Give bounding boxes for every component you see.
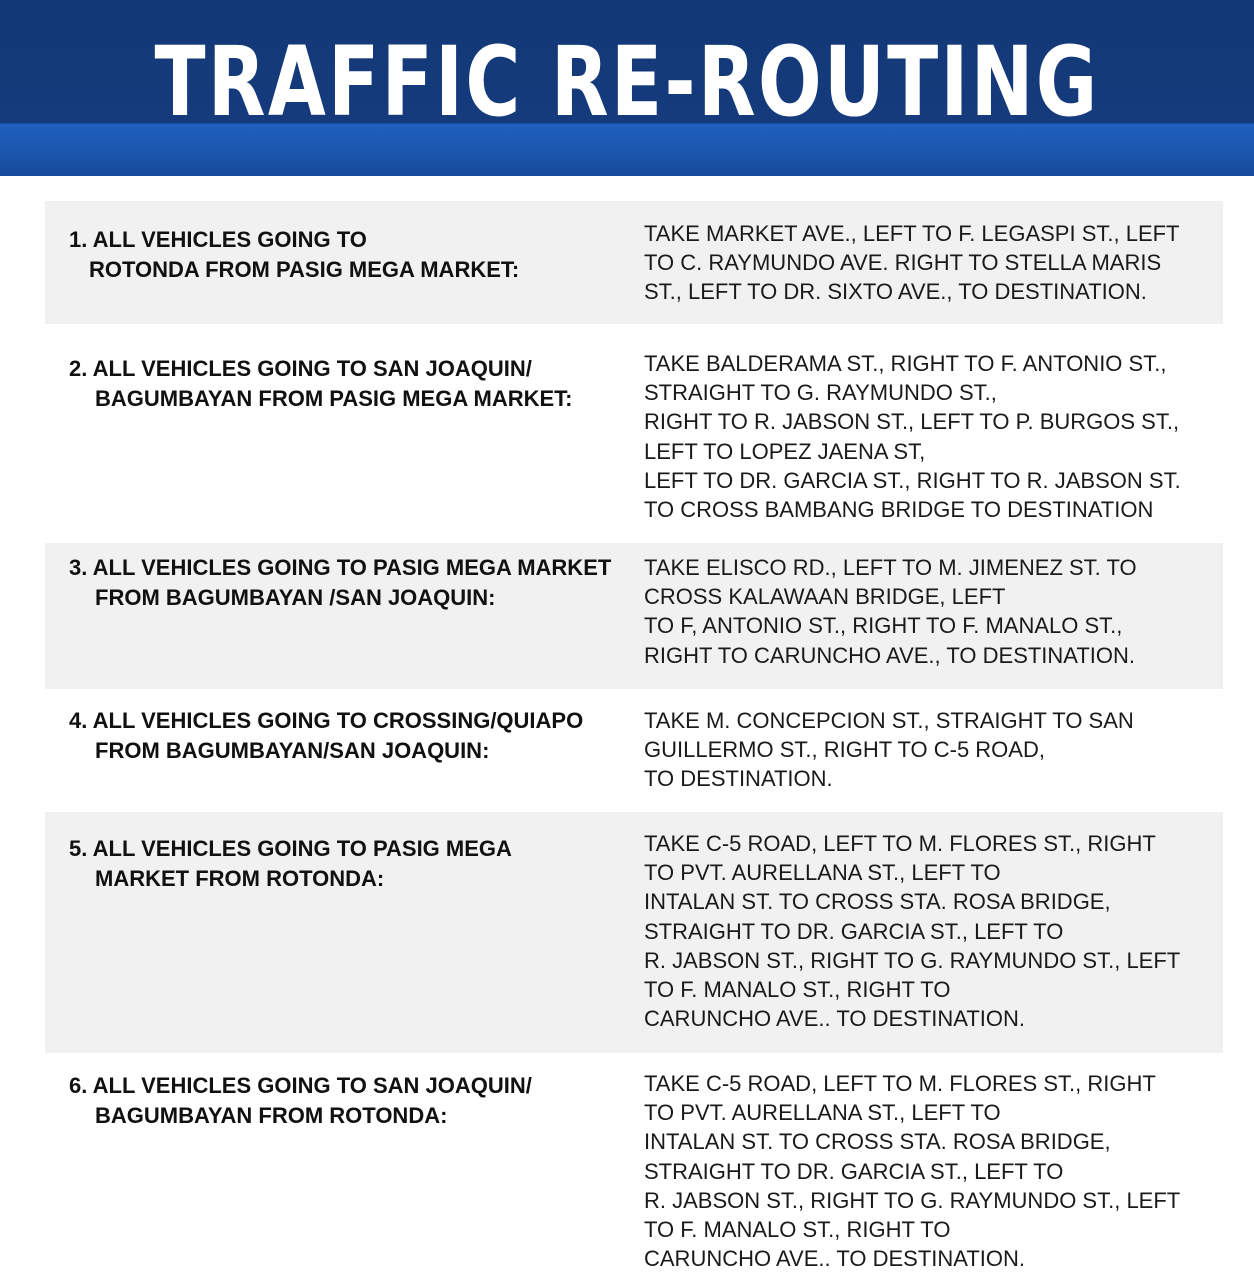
route-label-5 [69,834,629,893]
route-directions-6 [644,1069,1204,1273]
direction-line: R. JABSON ST., RIGHT TO G. RAYMUNDO ST., LEFT [644,1187,1181,1213]
direction-line: TAKE BALDERAMA ST., RIGHT TO F. ANTONIO ST., [644,351,1167,376]
direction-line: TAKE M. CONCEPCION ST., STRAIGHT TO SAN [644,708,1134,733]
route-label-line1: 5. ALL VEHICLES GOING TO PASIG MEGA [69,836,512,861]
route-label-3 [69,553,629,612]
direction-line: RIGHT TO CARUNCHO AVE., TO DESTINATION. [644,642,1136,668]
route-directions-2 [644,349,1204,524]
direction-line: TO DESTINATION. [644,766,833,792]
direction-line: CROSS KALAWAAN BRIDGE, LEFT [644,584,1006,610]
route-directions-1 [644,219,1204,307]
direction-line: RIGHT TO R. JABSON ST., LEFT TO P. BURGOS ST., [644,409,1180,435]
route-label-6 [69,1071,629,1130]
route-row-2 [45,324,1223,543]
direction-line: CARUNCHO AVE.. TO DESTINATION. [644,1246,1025,1272]
route-directions-3 [644,553,1204,670]
direction-line: STRAIGHT TO DR. GARCIA ST., LEFT TO [644,918,1064,944]
route-label-line1: 2. ALL VEHICLES GOING TO SAN JOAQUIN/ [69,356,532,381]
route-label-line2: MARKET FROM ROTONDA: [95,865,385,891]
direction-line: TO CROSS BAMBANG BRIDGE TO DESTINATION [644,497,1154,523]
route-label-line2: ROTONDA FROM PASIG MEGA MARKET: [89,256,520,282]
header-banner [0,0,1254,176]
route-directions-5 [644,829,1204,1033]
route-label-1 [69,225,629,284]
direction-line: GUILLERMO ST., RIGHT TO C-5 ROAD, [644,737,1045,763]
direction-line: TO C. RAYMUNDO AVE. RIGHT TO STELLA MARIS [644,250,1162,276]
route-row-3 [45,543,1223,689]
direction-line: STRAIGHT TO G. RAYMUNDO ST., [644,380,997,406]
route-label-line2: FROM BAGUMBAYAN/SAN JOAQUIN: [95,737,490,763]
route-row-4 [45,689,1223,812]
route-label-2 [69,354,629,413]
route-row-5 [45,812,1223,1053]
route-label-line2: BAGUMBAYAN FROM ROTONDA: [95,1102,448,1128]
route-row-1 [45,201,1223,324]
direction-line: INTALAN ST. TO CROSS STA. ROSA BRIDGE, [644,889,1111,915]
direction-line: R. JABSON ST., RIGHT TO G. RAYMUNDO ST., LEFT [644,947,1181,973]
route-label-line2: FROM BAGUMBAYAN /SAN JOAQUIN: [95,584,496,610]
direction-line: TO F. MANALO ST., RIGHT TO [644,1217,951,1243]
direction-line: TO PVT. AURELLANA ST., LEFT TO [644,860,1001,886]
route-label-4 [69,706,629,765]
direction-line: STRAIGHT TO DR. GARCIA ST., LEFT TO [644,1158,1064,1184]
route-label-line1: 6. ALL VEHICLES GOING TO SAN JOAQUIN/ [69,1073,532,1098]
direction-line: TO F. MANALO ST., RIGHT TO [644,977,951,1003]
route-label-line2: BAGUMBAYAN FROM PASIG MEGA MARKET: [95,385,573,411]
route-label-line1: 4. ALL VEHICLES GOING TO CROSSING/QUIAPO [69,708,584,733]
direction-line: LEFT TO DR. GARCIA ST., RIGHT TO R. JABSON ST. [644,467,1181,493]
direction-line: LEFT TO LOPEZ JAENA ST, [644,438,926,464]
direction-line: CARUNCHO AVE.. TO DESTINATION. [644,1006,1025,1032]
route-row-6 [45,1053,1223,1280]
direction-line: TO PVT. AURELLANA ST., LEFT TO [644,1100,1001,1126]
route-label-line1: 3. ALL VEHICLES GOING TO PASIG MEGA MARKET [69,555,612,580]
direction-line: TAKE C-5 ROAD, LEFT TO M. FLORES ST., RIGHT [644,831,1156,856]
direction-line: TO F, ANTONIO ST., RIGHT TO F. MANALO ST., [644,613,1123,639]
direction-line: TAKE ELISCO RD., LEFT TO M. JIMENEZ ST. TO [644,555,1137,580]
direction-line: TAKE MARKET AVE., LEFT TO F. LEGASPI ST., LEFT [644,221,1180,246]
direction-line: INTALAN ST. TO CROSS STA. ROSA BRIDGE, [644,1129,1111,1155]
route-directions-4 [644,706,1204,794]
route-label-line1: 1. ALL VEHICLES GOING TO [69,227,367,252]
direction-line: ST., LEFT TO DR. SIXTO AVE., TO DESTINATION. [644,279,1147,305]
page-title: TRAFFIC RE-ROUTING [154,26,1100,138]
direction-line: TAKE C-5 ROAD, LEFT TO M. FLORES ST., RIGHT [644,1071,1156,1096]
